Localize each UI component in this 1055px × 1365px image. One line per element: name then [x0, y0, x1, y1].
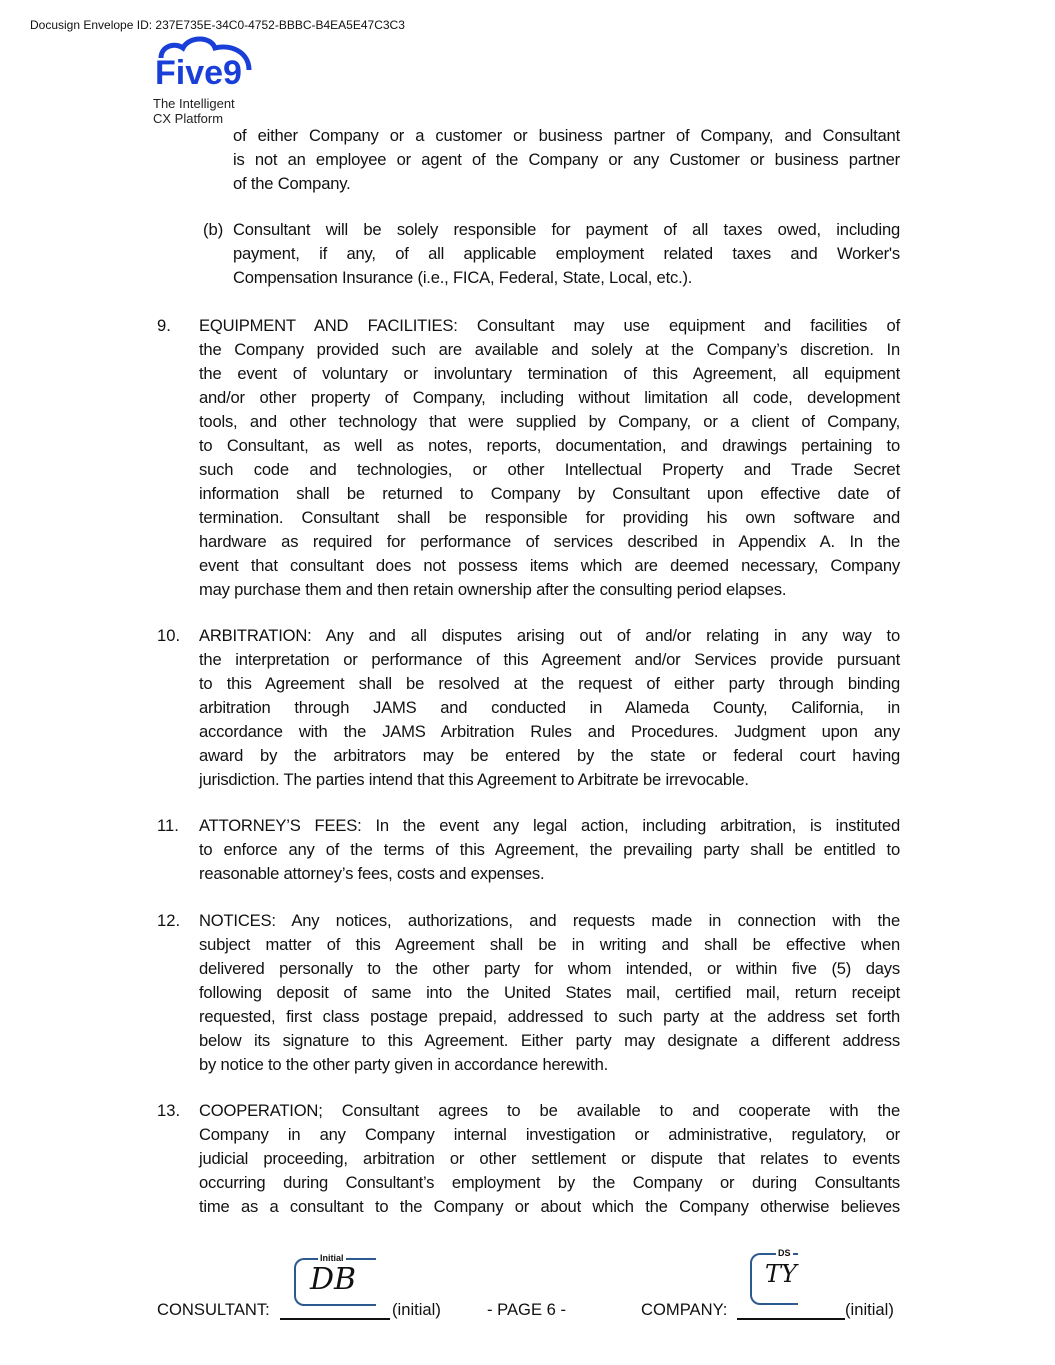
company-signature-initials: TY: [765, 1260, 797, 1288]
text-line: accordance with the JAMS Arbitration Rules and Procedures. Judgment upon any: [199, 722, 900, 741]
text-line: the interpretation or performance of this Agreement and/or Services provide pursuant: [199, 650, 900, 669]
text-line: Consultant will be solely responsible for payment of all taxes owed, including: [233, 220, 900, 239]
text-line: Company in any Company internal investigation or administrative, regulatory, or: [199, 1125, 900, 1144]
logo-tagline-2: CX Platform: [153, 111, 224, 126]
text-line: jurisdiction. The parties intend that this Agreement to Arbitrate be irrevocable.: [199, 770, 749, 789]
paragraph: [199, 624, 900, 792]
text-line: EQUIPMENT AND FACILITIES: Consultant may use equipment and facilities of: [199, 316, 900, 335]
text-line: tools, and other technology that were supplied by Company, or a client of Company,: [199, 412, 900, 431]
text-line: NOTICES: Any notices, authorizations, and requests made in connection with the: [199, 911, 900, 930]
text-line: information shall be returned to Company by Consultant upon effective date of: [199, 484, 900, 503]
text-line: COOPERATION; Consultant agrees to be available to and cooperate with the: [199, 1101, 900, 1120]
text-line: event that consultant does not possess items which are deemed necessary, Company: [199, 556, 900, 575]
consultant-box-label: Initial: [320, 1253, 344, 1263]
five9-logo-icon: [153, 34, 258, 92]
text-line: requested, first class postage prepaid, addressed to such party at the address set forth: [199, 1007, 900, 1026]
text-line: arbitration through JAMS and conducted in Alameda County, California, in: [199, 698, 900, 717]
text-line: ATTORNEY’S FEES: In the event any legal action, including arbitration, is instituted: [199, 816, 900, 835]
text-line: occurring during Consultant’s employment by the Company or during Consultants: [199, 1173, 900, 1192]
text-line: to this Agreement shall be resolved at the request of either party through binding: [199, 674, 900, 693]
text-line: subject matter of this Agreement shall be in writing and shall be effective when: [199, 935, 900, 954]
paragraph: [233, 124, 900, 196]
text-line: to enforce any of the terms of this Agreement, the prevailing party shall be entitled to: [199, 840, 900, 859]
five9-logo: [153, 34, 263, 126]
text-line: hardware as required for performance of services described in Appendix A. In the: [199, 532, 900, 551]
paragraph: [199, 909, 900, 1077]
text-line: reasonable attorney’s fees, costs and expenses.: [199, 864, 545, 883]
text-line: Compensation Insurance (i.e., FICA, Federal, State, Local, etc.).: [233, 268, 693, 287]
paragraph: [233, 218, 900, 290]
text-line: by notice to the other party given in accordance herewith.: [199, 1055, 609, 1074]
text-line: such code and technologies, or other Intellectual Property and Trade Secret: [199, 460, 900, 479]
text-line: below its signature to this Agreement. Either party may designate a different address: [199, 1031, 900, 1050]
svg-text:Five9: Five9: [155, 54, 242, 92]
consultant-initial-text: (initial): [392, 1300, 441, 1319]
text-line: of the Company.: [233, 174, 351, 193]
section-number: 11.: [157, 816, 179, 835]
text-line: delivered personally to the other party for whom intended, or within five (5) days: [199, 959, 900, 978]
text-line: payment, if any, of all applicable employment related taxes and Worker's: [233, 244, 900, 263]
text-line: termination. Consultant shall be responsible for providing his own software and: [199, 508, 900, 527]
item-b-label: (b): [203, 220, 224, 239]
paragraph: [199, 1099, 900, 1219]
envelope-id: Docusign Envelope ID: 237E735E-34C0-4752-BBBC-B4EA5E47C3C3: [30, 18, 405, 32]
company-box-label: DS: [778, 1248, 791, 1258]
text-line: is not an employee or agent of the Company or any Customer or business partner: [233, 150, 900, 169]
text-line: judicial proceeding, arbitration or other settlement or dispute that relates to events: [199, 1149, 900, 1168]
text-line: time as a consultant to the Company or about which the Company otherwise believes: [199, 1197, 900, 1216]
text-line: may purchase them and then retain ownership after the consulting period elapses.: [199, 580, 787, 599]
text-line: ARBITRATION: Any and all disputes arising out of and/or relating in any way to: [199, 626, 900, 645]
text-line: and/or other property of Company, including without limitation all code, development: [199, 388, 900, 407]
section-number: 10.: [157, 626, 181, 645]
company-initial-text: (initial): [845, 1300, 894, 1319]
text-line: the event of voluntary or involuntary termination of this Agreement, all equipment: [199, 364, 900, 383]
text-line: to Consultant, as well as notes, reports, documentation, and drawings pertaining to: [199, 436, 900, 455]
section-number: 9.: [157, 316, 171, 335]
text-line: award by the arbitrators may be entered by the state or federal court having: [199, 746, 900, 765]
consultant-signature-initials: DB: [310, 1262, 357, 1297]
text-line: of either Company or a customer or business partner of Company, and Consultant: [233, 126, 900, 145]
logo-tagline-1: The Intelligent: [153, 96, 235, 111]
paragraph: [199, 814, 900, 886]
section-number: 12.: [157, 911, 181, 930]
consultant-label: CONSULTANT:: [157, 1300, 270, 1319]
page-number: - PAGE 6 -: [487, 1300, 566, 1319]
text-line: following deposit of same into the United States mail, certified mail, return receipt: [199, 983, 900, 1002]
text-line: the Company provided such are available and solely at the Company’s discretion. In: [199, 340, 900, 359]
paragraph: [199, 314, 900, 602]
company-label: COMPANY:: [641, 1300, 728, 1319]
section-number: 13.: [157, 1101, 181, 1120]
